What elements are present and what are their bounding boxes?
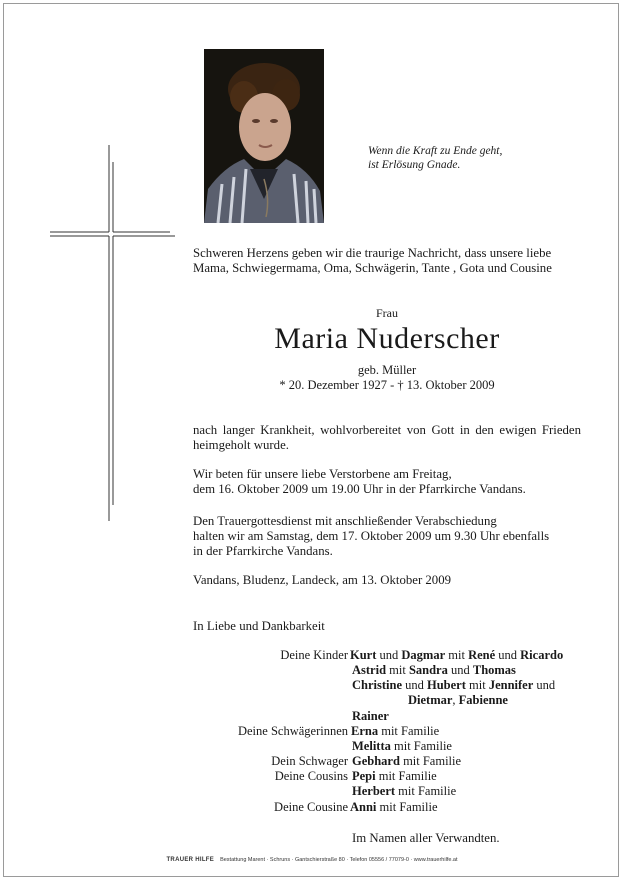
family-member-name: Thomas	[472, 663, 516, 677]
family-connector-text: und	[447, 663, 473, 677]
family-member-name: René	[468, 648, 496, 662]
family-connector-text: mit Familie	[395, 784, 457, 798]
footer	[0, 857, 624, 863]
service-line-1: Den Trauergottesdienst mit anschließender Verabschiedung	[193, 514, 497, 528]
family-member-name: Melitta	[352, 739, 391, 753]
family-label-cousins: Deine Cousins	[274, 769, 348, 783]
deceased-title: Frau	[376, 306, 398, 320]
family-connector-text: und	[495, 648, 521, 662]
family-connector-text: mit	[386, 663, 409, 677]
family-kinder-line-2	[352, 663, 516, 678]
family-member-name: Dietmar	[408, 693, 453, 707]
family-label-schwager: Dein Schwager	[271, 754, 348, 768]
family-member-name: Ricardo	[520, 648, 564, 662]
deceased-dates: * 20. Dezember 1927 - † 13. Oktober 2009	[279, 378, 495, 392]
family-member-name: Dagmar	[401, 648, 446, 662]
family-schwaegerinnen-line-1	[351, 724, 439, 739]
family-connector-text: mit	[445, 648, 469, 662]
service-line-2: halten wir am Samstag, dem 17. Oktober 2009 um 9.30 Uhr ebenfalls	[193, 529, 550, 543]
footer-address: Bestattung Marent · Schruns · Gantschierstraße 80 · Telefon 05556 / 77079-0 · www.trauerhilfe.at	[220, 857, 458, 863]
family-member-name: Sandra	[408, 663, 448, 677]
family-kinder-line-3	[352, 678, 555, 693]
place-date: Vandans, Bludenz, Landeck, am 13. Oktober 2009	[193, 573, 452, 587]
family-connector-text: mit	[465, 678, 489, 692]
family-member-name: Anni	[350, 800, 377, 814]
family-connector-text: und	[402, 678, 427, 692]
family-member-name: Gebhard	[352, 754, 400, 768]
paragraph-service	[193, 514, 581, 559]
family-member-name: Astrid	[352, 663, 387, 677]
family-cousins-line-1	[352, 769, 437, 784]
family-connector-text: ,	[452, 693, 459, 707]
quote-line-1: Wenn die Kraft zu Ende geht,	[368, 145, 503, 157]
family-member-name: Pepi	[352, 769, 376, 783]
family-kinder-line-1	[350, 648, 563, 663]
family-cousins-line-2	[352, 784, 456, 799]
deceased-name: Maria Nuderscher	[274, 322, 500, 355]
dedication: In Liebe und Dankbarkeit	[193, 619, 325, 633]
paragraph-prayer	[193, 467, 581, 497]
family-member-name: Christine	[352, 678, 402, 692]
family-cousine	[350, 800, 438, 815]
family-connector-text: mit Familie	[376, 800, 438, 814]
family-member-name: Erna	[351, 724, 379, 738]
intro-line-1: Schweren Herzens geben wir die traurige Nachricht, dass unsere liebe	[193, 246, 552, 260]
quote	[368, 144, 502, 172]
portrait-photo	[204, 49, 324, 223]
family-connector-text: mit Familie	[375, 769, 437, 783]
family-member-name: Herbert	[352, 784, 396, 798]
family-member-name: Jennifer	[488, 678, 534, 692]
family-connector-text: und	[533, 678, 556, 692]
closing-signature: Im Namen aller Verwandten.	[352, 831, 500, 845]
family-member-name: Hubert	[427, 678, 466, 692]
paragraph-passing: nach langer Krankheit, wohlvorbereitet von Gott in den ewigen Frieden heimgeholt wurde.	[193, 423, 581, 452]
intro-text	[193, 246, 552, 276]
family-label-kinder: Deine Kinder	[280, 648, 348, 662]
intro-line-2: Mama, Schwiegermama, Oma, Schwägerin, Tante , Gota und Cousine	[193, 261, 552, 275]
family-member-name: Kurt	[350, 648, 377, 662]
quote-line-2: ist Erlösung Gnade.	[368, 159, 461, 171]
family-kinder-line-5	[352, 709, 389, 724]
deceased-maiden-name: geb. Müller	[357, 363, 417, 377]
family-member-name: Rainer	[352, 709, 389, 723]
family-connector-text: mit Familie	[390, 739, 452, 753]
family-connector-text: mit Familie	[378, 724, 440, 738]
prayer-line-2: dem 16. Oktober 2009 um 19.00 Uhr in der Pfarrkirche Vandans.	[193, 482, 526, 496]
family-member-name: Fabienne	[458, 693, 508, 707]
footer-brand: TRAUER HILFE	[166, 857, 215, 863]
family-connector-text: mit Familie	[399, 754, 462, 768]
prayer-line-1: Wir beten für unsere liebe Verstorbene am Freitag,	[193, 467, 452, 481]
service-line-3: in der Pfarrkirche Vandans.	[193, 544, 333, 558]
family-connector-text: und	[376, 648, 402, 662]
family-schwager	[352, 754, 461, 769]
family-kinder-line-4	[408, 693, 508, 708]
family-label-cousine: Deine Cousine	[274, 800, 348, 814]
family-schwaegerinnen-line-2	[352, 739, 452, 754]
family-label-schwaegerinnen: Deine Schwägerinnen	[237, 724, 348, 738]
